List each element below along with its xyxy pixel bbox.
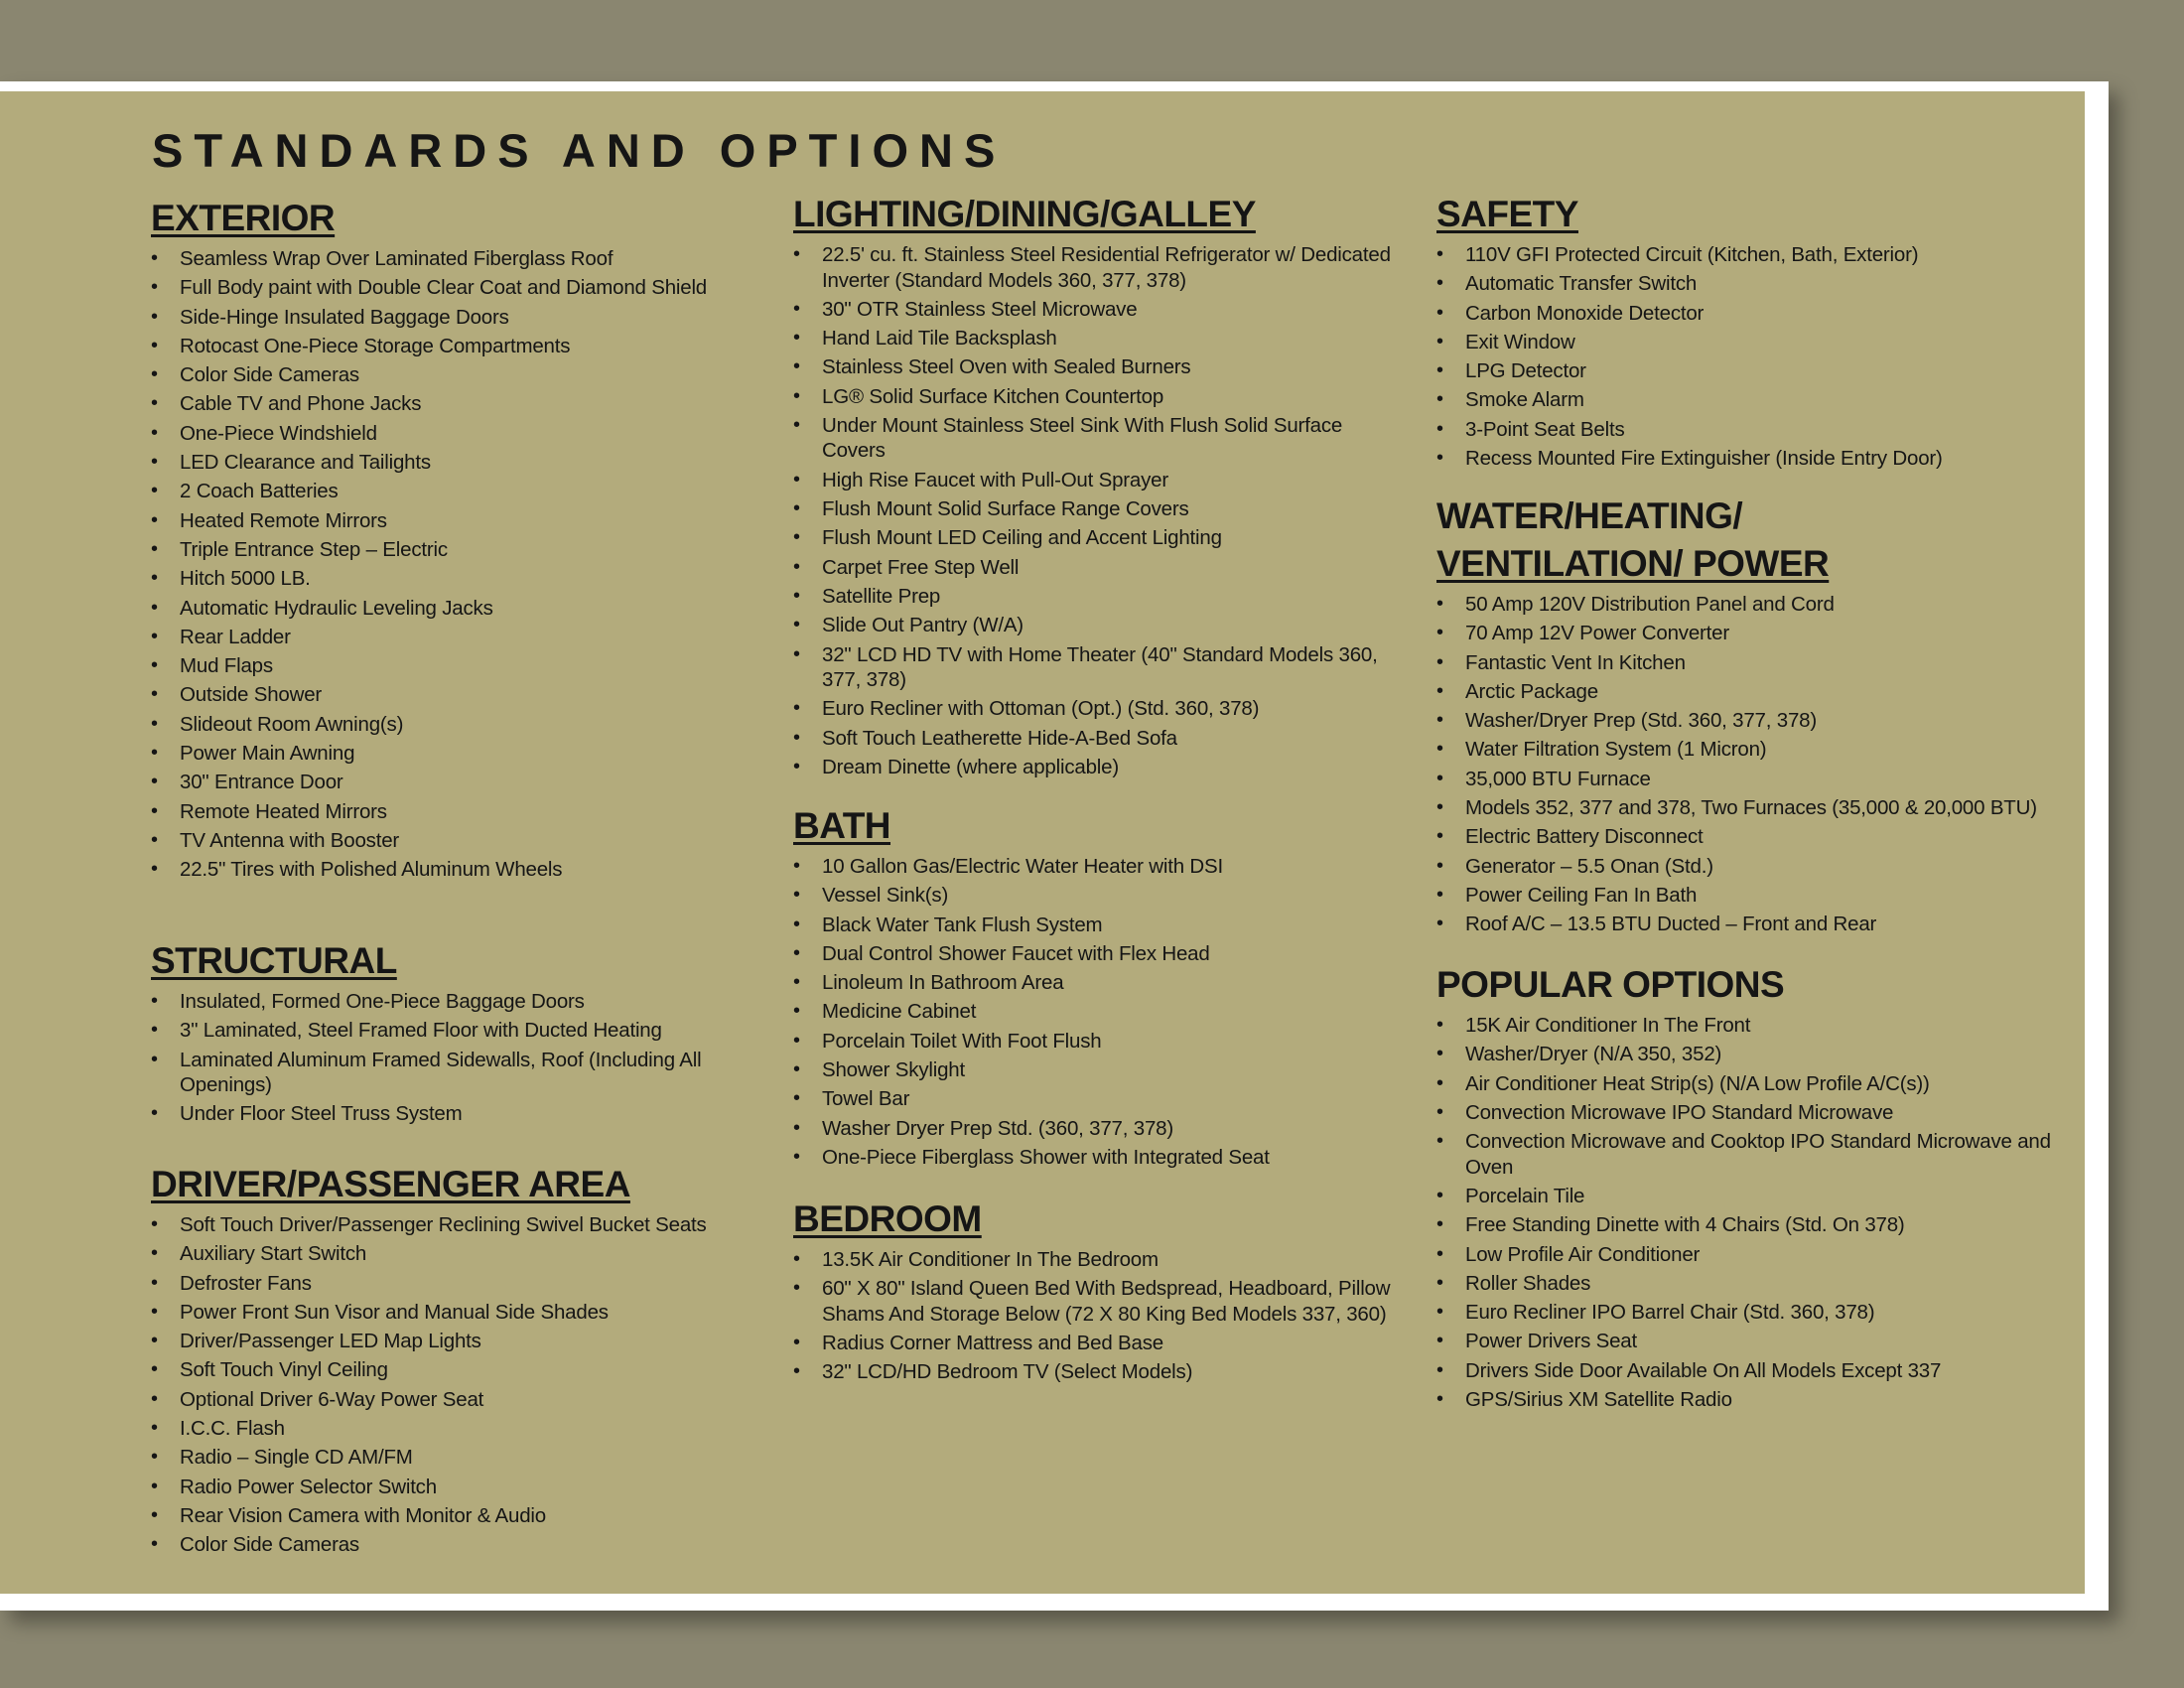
list-item: • Washer/Dryer Prep (Std. 360, 377, 378)	[1436, 708, 2072, 734]
list-item: • Flush Mount LED Ceiling and Accent Lighting	[793, 525, 1409, 551]
list-item: • One-Piece Windshield	[151, 421, 786, 447]
section-popular-options	[1436, 961, 2072, 1416]
list-item: • Roller Shades	[1436, 1271, 2072, 1297]
list-item: • 35,000 BTU Furnace	[1436, 767, 2072, 792]
section-heading-structural: STRUCTURAL	[151, 940, 397, 981]
list-item: • Remote Heated Mirrors	[151, 799, 786, 825]
list-item: • Models 352, 377 and 378, Two Furnaces (35,000 & 20,000 BTU)	[1436, 795, 2072, 821]
section-heading-bedroom: BEDROOM	[793, 1198, 982, 1239]
list-item: • 32" LCD HD TV with Home Theater (40" Standard Models 360, 377, 378)	[793, 642, 1409, 693]
list-item: • Color Side Cameras	[151, 362, 786, 388]
list-item: • Defroster Fans	[151, 1271, 786, 1297]
list-item: • Insulated, Formed One-Piece Baggage Doors	[151, 989, 786, 1015]
list-item: • Auxiliary Start Switch	[151, 1241, 786, 1267]
list-item: • Dual Control Shower Faucet with Flex Head	[793, 941, 1409, 967]
list-item: • Radio Power Selector Switch	[151, 1475, 786, 1500]
list-item: • 2 Coach Batteries	[151, 479, 786, 504]
list-item: • Soft Touch Driver/Passenger Reclining Swivel Bucket Seats	[151, 1212, 786, 1238]
list-item: • 50 Amp 120V Distribution Panel and Cord	[1436, 592, 2072, 618]
list-item: • Carpet Free Step Well	[793, 555, 1409, 581]
list-item: • Under Floor Steel Truss System	[151, 1101, 786, 1127]
list-item: • 110V GFI Protected Circuit (Kitchen, Bath, Exterior)	[1436, 242, 2072, 268]
list-item: • Drivers Side Door Available On All Models Except 337	[1436, 1358, 2072, 1384]
list-item: • 10 Gallon Gas/Electric Water Heater with DSI	[793, 854, 1409, 880]
section-heading-lighting: LIGHTING/DINING/GALLEY	[793, 194, 1256, 234]
list-exterior	[151, 246, 786, 883]
list-item: • Optional Driver 6-Way Power Seat	[151, 1387, 786, 1413]
list-item: • Low Profile Air Conditioner	[1436, 1242, 2072, 1268]
list-item: • Power Main Awning	[151, 741, 786, 767]
list-bath	[793, 854, 1409, 1170]
list-item: • TV Antenna with Booster	[151, 828, 786, 854]
list-item: • 15K Air Conditioner In The Front	[1436, 1013, 2072, 1039]
list-safety	[1436, 242, 2072, 472]
section-exterior	[151, 195, 786, 887]
list-item: • Power Ceiling Fan In Bath	[1436, 883, 2072, 909]
list-water	[1436, 592, 2072, 937]
list-item: • Under Mount Stainless Steel Sink With Flush Solid Surface Covers	[793, 413, 1409, 464]
list-item: • Automatic Transfer Switch	[1436, 271, 2072, 297]
section-heading-bath: BATH	[793, 805, 891, 846]
list-item: • 22.5' cu. ft. Stainless Steel Residential Refrigerator w/ Dedicated Inverter (Standard Models 360, 377, 378)	[793, 242, 1409, 293]
list-item: • Flush Mount Solid Surface Range Covers	[793, 496, 1409, 522]
list-item: • 22.5" Tires with Polished Aluminum Wheels	[151, 857, 786, 883]
section-heading-water	[1436, 492, 2072, 588]
list-item: • Carbon Monoxide Detector	[1436, 301, 2072, 327]
list-item: • Euro Recliner IPO Barrel Chair (Std. 360, 378)	[1436, 1300, 2072, 1326]
list-item: • Triple Entrance Step – Electric	[151, 537, 786, 563]
list-item: • Porcelain Tile	[1436, 1184, 2072, 1209]
list-item: • Recess Mounted Fire Extinguisher (Inside Entry Door)	[1436, 446, 2072, 472]
section-water-heating-ventilation-power	[1436, 492, 2072, 941]
list-item: • Water Filtration System (1 Micron)	[1436, 737, 2072, 763]
list-item: • Satellite Prep	[793, 584, 1409, 610]
list-item: • Power Front Sun Visor and Manual Side Shades	[151, 1300, 786, 1326]
list-item: • Convection Microwave and Cooktop IPO Standard Microwave and Oven	[1436, 1129, 2072, 1180]
list-item: • Porcelain Toilet With Foot Flush	[793, 1029, 1409, 1055]
section-heading-exterior: EXTERIOR	[151, 198, 336, 238]
list-item: • Automatic Hydraulic Leveling Jacks	[151, 596, 786, 622]
list-item: • Rotocast One-Piece Storage Compartments	[151, 334, 786, 359]
list-item: • 70 Amp 12V Power Converter	[1436, 621, 2072, 646]
list-item: • Radio – Single CD AM/FM	[151, 1445, 786, 1471]
list-item: • Full Body paint with Double Clear Coat and Diamond Shield	[151, 275, 786, 301]
list-lighting	[793, 242, 1409, 779]
list-item: • Seamless Wrap Over Laminated Fiberglass Roof	[151, 246, 786, 272]
list-item: • Soft Touch Vinyl Ceiling	[151, 1357, 786, 1383]
list-item: • Power Drivers Seat	[1436, 1329, 2072, 1354]
list-item: • One-Piece Fiberglass Shower with Integrated Seat	[793, 1145, 1409, 1171]
list-item: • LG® Solid Surface Kitchen Countertop	[793, 384, 1409, 410]
list-item: • LPG Detector	[1436, 358, 2072, 384]
section-heading-driver-passenger: DRIVER/PASSENGER AREA	[151, 1164, 630, 1204]
list-item: • 32" LCD/HD Bedroom TV (Select Models)	[793, 1359, 1409, 1385]
list-item: • Side-Hinge Insulated Baggage Doors	[151, 305, 786, 331]
list-item: • 30" Entrance Door	[151, 770, 786, 795]
list-bedroom	[793, 1247, 1409, 1385]
list-item: • Free Standing Dinette with 4 Chairs (Std. On 378)	[1436, 1212, 2072, 1238]
list-item: • Arctic Package	[1436, 679, 2072, 705]
list-item: • Stainless Steel Oven with Sealed Burners	[793, 354, 1409, 380]
list-item: • Slide Out Pantry (W/A)	[793, 613, 1409, 638]
list-item: • I.C.C. Flash	[151, 1416, 786, 1442]
list-item: • Soft Touch Leatherette Hide-A-Bed Sofa	[793, 726, 1409, 752]
section-structural	[151, 937, 786, 1131]
list-item: • Heated Remote Mirrors	[151, 508, 786, 534]
list-item: • 60" X 80" Island Queen Bed With Bedspread, Headboard, Pillow Shams And Storage Below (72 X 80 King Bed Models 337, 360)	[793, 1276, 1409, 1327]
list-item: • Convection Microwave IPO Standard Microwave	[1436, 1100, 2072, 1126]
list-item: • Electric Battery Disconnect	[1436, 824, 2072, 850]
section-bedroom	[793, 1196, 1409, 1389]
section-lighting-dining-galley	[793, 191, 1409, 783]
list-popular-options	[1436, 1013, 2072, 1413]
list-item: • Hitch 5000 LB.	[151, 566, 786, 592]
list-item: • Smoke Alarm	[1436, 387, 2072, 413]
list-item: • Driver/Passenger LED Map Lights	[151, 1329, 786, 1354]
list-item: • GPS/Sirius XM Satellite Radio	[1436, 1387, 2072, 1413]
list-item: • Laminated Aluminum Framed Sidewalls, Roof (Including All Openings)	[151, 1048, 786, 1098]
list-item: • Exit Window	[1436, 330, 2072, 355]
list-item: • Outside Shower	[151, 682, 786, 708]
list-item: • Euro Recliner with Ottoman (Opt.) (Std. 360, 378)	[793, 696, 1409, 722]
list-driver-passenger	[151, 1212, 786, 1558]
list-item: • Color Side Cameras	[151, 1532, 786, 1558]
heading-line-2: VENTILATION/ POWER	[1436, 543, 1830, 584]
list-item: • Hand Laid Tile Backsplash	[793, 326, 1409, 352]
section-heading-popular-options: POPULAR OPTIONS	[1436, 964, 1785, 1005]
section-driver-passenger	[151, 1161, 786, 1562]
list-item: • Medicine Cabinet	[793, 999, 1409, 1025]
list-item: • Rear Vision Camera with Monitor & Audio	[151, 1503, 786, 1529]
list-item: • Mud Flaps	[151, 653, 786, 679]
section-safety	[1436, 191, 2072, 475]
list-item: • LED Clearance and Tailights	[151, 450, 786, 476]
list-item: • Generator – 5.5 Onan (Std.)	[1436, 854, 2072, 880]
list-item: • Black Water Tank Flush System	[793, 913, 1409, 938]
list-item: • Vessel Sink(s)	[793, 883, 1409, 909]
list-item: • 3-Point Seat Belts	[1436, 417, 2072, 443]
list-item: • Roof A/C – 13.5 BTU Ducted – Front and Rear	[1436, 912, 2072, 937]
list-item: • Dream Dinette (where applicable)	[793, 755, 1409, 780]
list-item: • Air Conditioner Heat Strip(s) (N/A Low Profile A/C(s))	[1436, 1071, 2072, 1097]
list-item: • Washer/Dryer (N/A 350, 352)	[1436, 1042, 2072, 1067]
list-structural	[151, 989, 786, 1127]
list-item: • Linoleum In Bathroom Area	[793, 970, 1409, 996]
section-heading-safety: SAFETY	[1436, 194, 1578, 234]
list-item: • Rear Ladder	[151, 625, 786, 650]
page-title: STANDARDS AND OPTIONS	[152, 124, 1007, 177]
list-item: • 3" Laminated, Steel Framed Floor with Ducted Heating	[151, 1018, 786, 1044]
list-item: • Slideout Room Awning(s)	[151, 712, 786, 738]
list-item: • Radius Corner Mattress and Bed Base	[793, 1331, 1409, 1356]
list-item: • Towel Bar	[793, 1086, 1409, 1112]
list-item: • Shower Skylight	[793, 1057, 1409, 1083]
section-bath	[793, 802, 1409, 1174]
list-item: • Cable TV and Phone Jacks	[151, 391, 786, 417]
list-item: • Washer Dryer Prep Std. (360, 377, 378)	[793, 1116, 1409, 1142]
list-item: • 13.5K Air Conditioner In The Bedroom	[793, 1247, 1409, 1273]
list-item: • Fantastic Vent In Kitchen	[1436, 650, 2072, 676]
list-item: • 30" OTR Stainless Steel Microwave	[793, 297, 1409, 323]
heading-line-1: WATER/HEATING/	[1436, 495, 1743, 536]
list-item: • High Rise Faucet with Pull-Out Sprayer	[793, 468, 1409, 493]
